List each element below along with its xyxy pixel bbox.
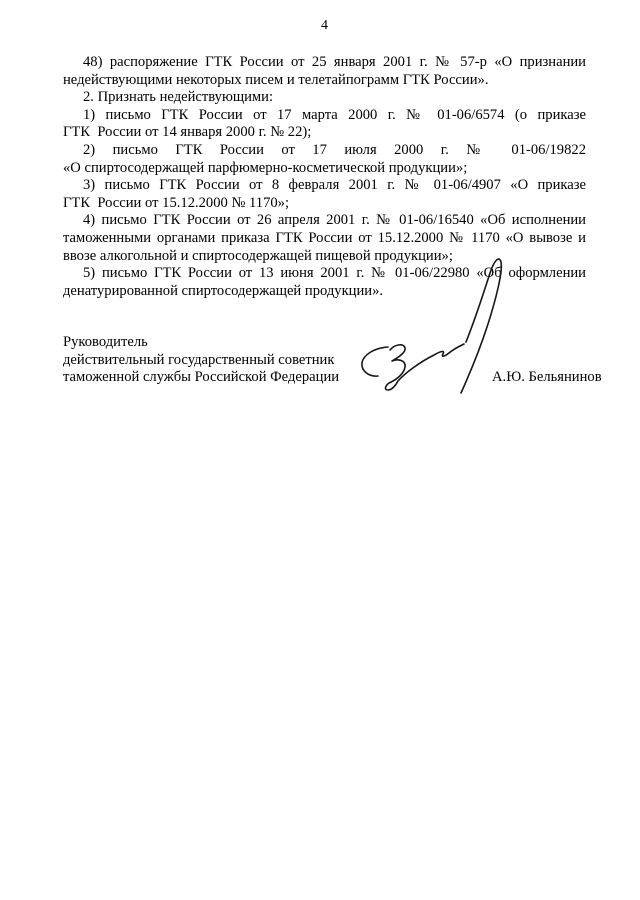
text-line: «О спиртосодержащей парфюмерно-косметической продукции»;: [63, 159, 468, 176]
text-line: ввозе алкогольной и спиртосодержащей пищевой продукции»;: [63, 247, 453, 264]
text-line: денатурированной спиртосодержащей продукции».: [63, 282, 384, 299]
text-line: ГТК России от 14 января 2000 г. № 22);: [63, 124, 312, 141]
paragraph: [63, 177, 586, 212]
text-line: 2. Признать недействующими:: [83, 89, 273, 106]
signature-block: [63, 334, 339, 387]
text-line: 5) письмо ГТК России от 13 июня 2001 г. № 01-06/22980 «Об оформлении: [83, 265, 586, 282]
paragraph: [63, 265, 586, 300]
paragraph: [63, 142, 586, 177]
paragraph: [63, 54, 586, 89]
signer-name: А.Ю. Бельянинов: [492, 369, 602, 385]
text-line: недействующими некоторых писем и телетайпограмм ГТК России».: [63, 71, 489, 88]
text-line: 1) письмо ГТК России от 17 марта 2000 г. № 01-06/6574 (о приказе: [83, 106, 586, 123]
text-line: 48) распоряжение ГТК России от 25 января 2001 г. № 57-р «О признании: [83, 54, 586, 70]
paragraph: [63, 107, 586, 142]
text-line: 4) письмо ГТК России от 26 апреля 2001 г. № 01-06/16540 «Об исполнении: [83, 212, 586, 229]
signature-title-line: таможенной службы Российской Федерации: [63, 369, 340, 386]
signature-title-line: Руководитель: [63, 334, 148, 350]
document-body: [63, 54, 586, 300]
page-number: 4: [321, 18, 328, 33]
text-line: 2) письмо ГТК России от 17 июля 2000 г. № 01-06/19822: [83, 141, 586, 158]
text-line: ГТК России от 15.12.2000 № 1170»;: [63, 194, 290, 211]
text-line: таможенными органами приказа ГТК России от 15.12.2000 № 1170 «О вывозе и: [63, 229, 586, 246]
text-line: 3) письмо ГТК России от 8 февраля 2001 г. № 01-06/4907 «О приказе: [83, 177, 586, 194]
paragraph: [63, 212, 586, 265]
signature-title-line: действительный государственный советник: [63, 351, 335, 368]
paragraph: [63, 89, 586, 107]
